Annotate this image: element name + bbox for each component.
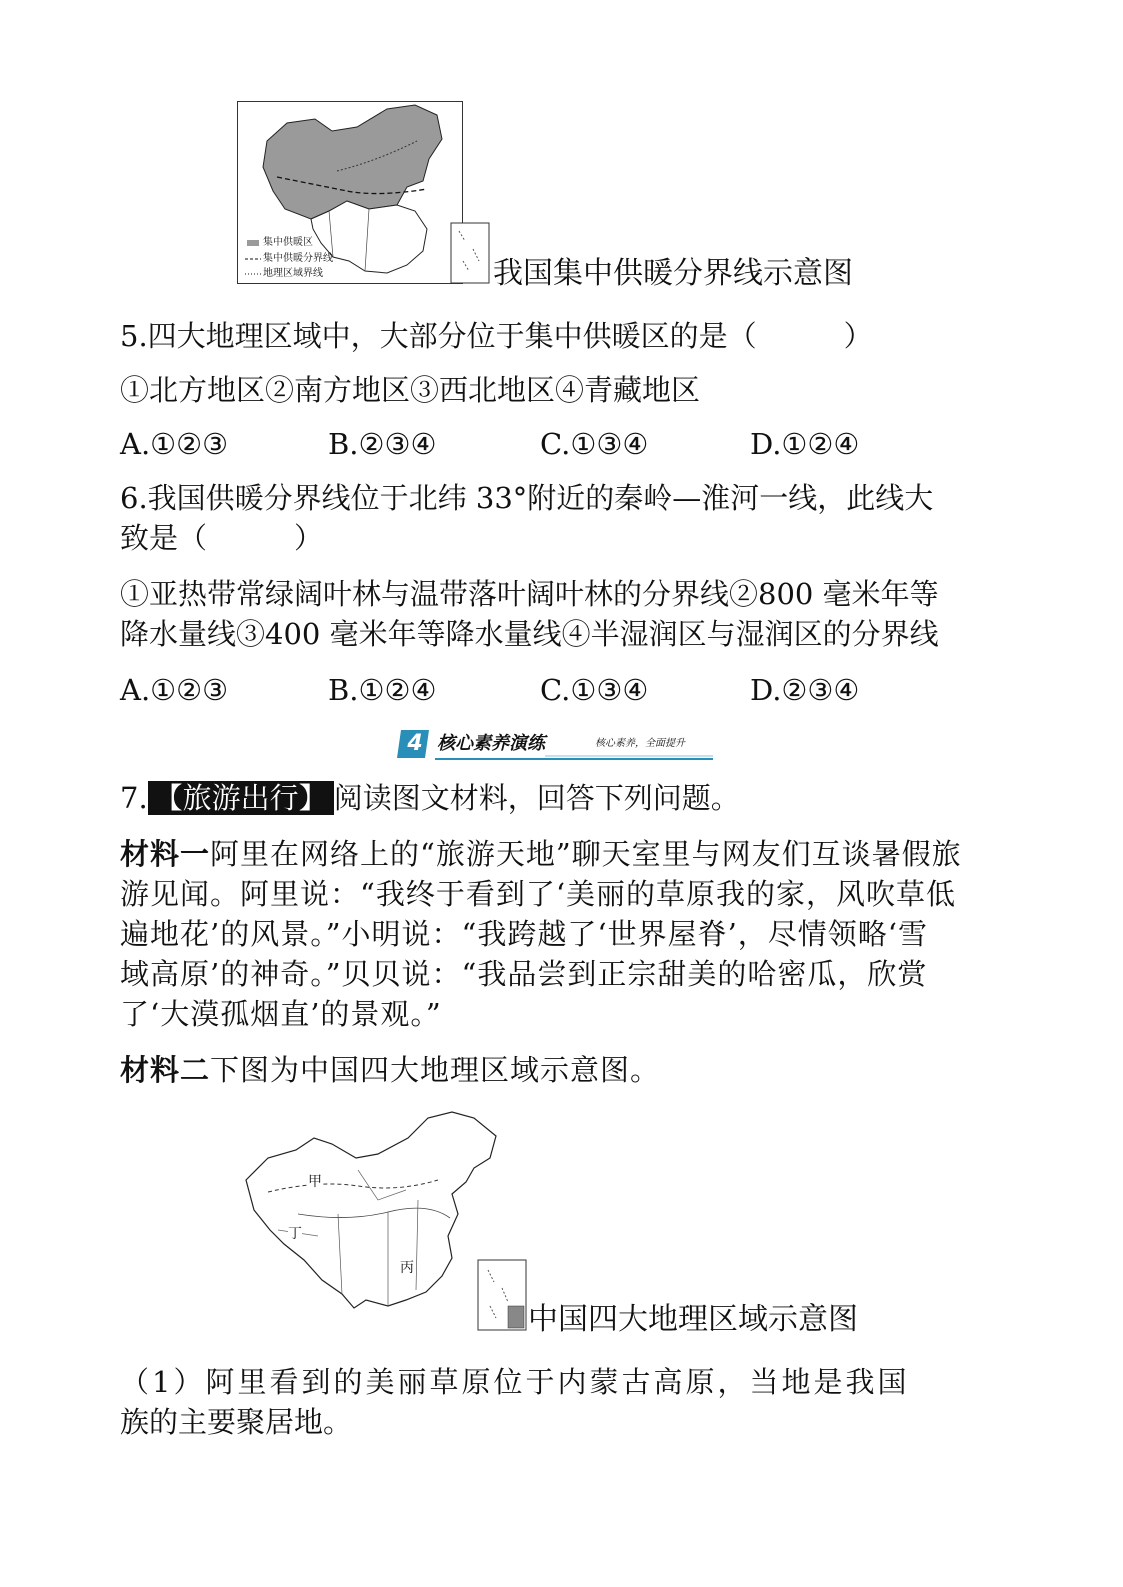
heating-map	[237, 101, 491, 285]
regions-map-caption: 中国四大地理区域示意图	[528, 1302, 858, 1337]
q6-option-c[interactable]: C.①③④	[540, 673, 649, 707]
legend-swatch-heating	[247, 240, 259, 246]
regions-map-graphic	[238, 1110, 530, 1332]
q5-stem: 5.四大地理区域中，大部分位于集中供暖区的是（ ）	[120, 319, 873, 353]
q7-intro: 阅读图文材料，回答下列问题。	[333, 781, 740, 815]
q6-option-d[interactable]: D.②③④	[750, 673, 860, 707]
q5-items: ①北方地区②南方地区③西北地区④青藏地区	[120, 373, 701, 407]
material1-line4: 域高原’的神奇。”贝贝说：“我品尝到正宗甜美的哈密瓜，欣赏	[120, 957, 928, 991]
q6-stem-line2: 致是（ ）	[120, 521, 324, 555]
q7-header	[120, 780, 740, 816]
q7-sub1-line2: 族的主要聚居地。	[120, 1405, 353, 1439]
q6-stem-line1: 6.我国供暖分界线位于北纬 33°附近的秦岭—淮河一线，此线大	[120, 481, 934, 515]
section-banner	[395, 728, 715, 762]
banner-subtitle: 核心素养，全面提升	[595, 738, 685, 749]
region-label-ding: 丁	[288, 1226, 302, 1242]
material1-line2: 游见闻。阿里说：“我终于看到了‘美丽的草原我的家，风吹草低	[120, 877, 957, 911]
material1-line1	[120, 836, 962, 872]
q6-option-a[interactable]: A.①②③	[120, 673, 229, 707]
material1-line5: 了‘大漠孤烟直’的景观。”	[120, 997, 442, 1031]
q5-option-d[interactable]: D.①②④	[750, 427, 860, 461]
q7-sub1-line1: （1）阿里看到的美丽草原位于内蒙古高原，当地是我国	[120, 1365, 910, 1399]
material1-label: 材料一	[120, 837, 211, 871]
region-label-bing: 丙	[400, 1260, 414, 1276]
q7-tag: 【旅游出行】	[148, 781, 334, 815]
material2-label: 材料二	[120, 1053, 211, 1087]
legend-heating-line: 集中供暖分界线	[263, 253, 333, 264]
q6-items-line2: 降水量线③400 毫米年等降水量线④半湿润区与湿润区的分界线	[120, 617, 939, 651]
q5-option-a[interactable]: A.①②③	[120, 427, 229, 461]
material2-line	[120, 1052, 660, 1088]
q5-option-c[interactable]: C.①③④	[540, 427, 649, 461]
q6-option-b[interactable]: B.①②④	[328, 673, 437, 707]
legend-region-line: 地理区域界线	[263, 268, 323, 279]
heating-map-caption: 我国集中供暖分界线示意图	[493, 256, 853, 291]
banner-number: 4	[407, 731, 423, 756]
south-sea-inset	[451, 223, 489, 283]
regions-map	[238, 1110, 530, 1332]
legend-heating-zone: 集中供暖区	[263, 237, 313, 248]
banner-title: 核心素养演练	[437, 733, 545, 754]
q7-number: 7.	[120, 781, 148, 815]
q6-items-line1: ①亚热带常绿阔叶林与温带落叶阔叶林的分界线②800 毫米年等	[120, 577, 939, 611]
region-label-jia: 甲	[308, 1174, 322, 1190]
material2-text: 下图为中国四大地理区域示意图。	[210, 1053, 661, 1087]
material1-text-1: 阿里在网络上的“旅游天地”聊天室里与网友们互谈暑假旅	[210, 837, 962, 871]
material1-line3: 遍地花’的风景。”小明说：“我跨越了‘世界屋脊’，尽情领略‘雪	[120, 917, 929, 951]
q5-option-b[interactable]: B.②③④	[328, 427, 437, 461]
